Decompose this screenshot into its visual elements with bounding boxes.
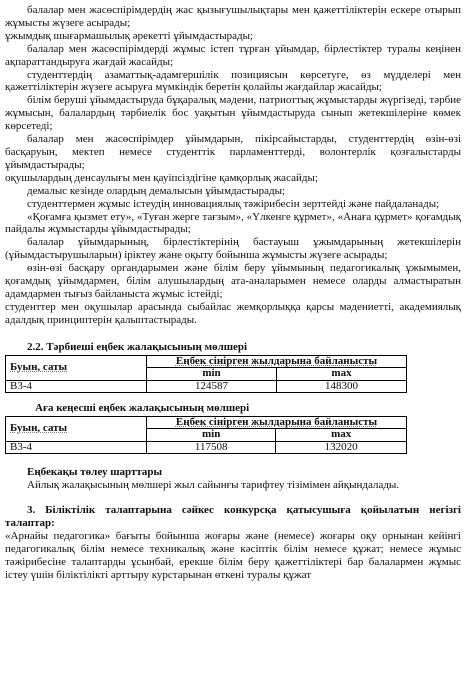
table1-header-min: min [147, 368, 277, 381]
list-item: студенттердің азаматтық-адамгершілік позициясын көрсетуге, өз мүдделері мен қажеттіліктерін жүзеге асыруға мүмкіндік беретін қолайлы жағдайлар жасайды; [5, 68, 461, 94]
table2-max: 132020 [276, 441, 407, 454]
list-item: балалар ұйымдарының, бірлестіктерінің бастауыш ұжымдарының жетекшілерін (ұйымдастырушыларын) іріктеу және оқыту бойынша жұмысты жүзеге асырады; [5, 236, 461, 262]
table2-header-experience: Еңбек сiнiрген жылдарына байланысты [147, 416, 407, 429]
list-item: балалар мен жасөспірімдердің жас қызығушылықтары мен қажеттіліктерін ескере отырып жұмысты жүзеге асырады; [5, 4, 461, 29]
list-item: оқушылардың денсаулығы мен қауіпсіздігіне қамқорлық жасайды; [5, 171, 318, 184]
table2-header-grade: Буын, саты [6, 416, 147, 441]
table1-header-experience: Еңбек сiнiрген жылдарына байланысты [147, 355, 407, 368]
salary-table-educator [5, 355, 407, 394]
duties-list [5, 4, 461, 327]
salary-table-senior-counselor [5, 416, 407, 455]
table1-max: 148300 [277, 380, 407, 393]
pay-conditions-text: Айлық жалақысының мөлшері жыл сайынғы тарифтеу тізімімен айқындалады. [27, 479, 400, 492]
table1-header-max: max [277, 368, 407, 381]
list-item: студенттермен жұмыс істеудің инновациялық тәжірибесін зерттейді және пайдаланады; [27, 197, 440, 210]
table2-grade: В3-4 [6, 441, 147, 454]
table2-title: Аға кеңесші еңбек жалақысының мөлшерi [35, 402, 250, 415]
table1-header-grade: Буын, саты [6, 355, 147, 380]
section3-title: 3. Біліктілік талаптарына сәйкес конкурсқа қатысушыға қойылатын негізгі талаптар: [5, 504, 461, 530]
list-item: демалыс кезінде олардың демалысын ұйымдастырады; [27, 184, 286, 197]
list-item: өзін-өзі басқару органдарымен және білім беру ұйымының педагогикалық ұжымымен, қоғамдық ұйымдармен, білім алушылардың ата-аналарымен немесе оларды алмастыратын адамдармен тығыз байланыста жұмыс істейді; [5, 262, 461, 300]
pay-conditions-title: Еңбекақы төлеу шарттары [27, 466, 163, 479]
table1-grade: В3-4 [6, 380, 147, 393]
table2-header-min: min [147, 429, 276, 442]
table-row [6, 380, 407, 393]
list-item: «Қоғамға қызмет ету», «Туған жерге тағзым», «Үлкенге құрмет», «Анаға құрмет» қоғамдық пайдалы жұмыстарды ұйымдастырады; [5, 210, 461, 236]
table2-min: 117508 [147, 441, 276, 454]
table1-min: 124587 [147, 380, 277, 393]
list-item: балалар мен жасөспірімдер ұйымдарын, пікірсайыстарды, студенттердің өзін-өзі басқаруын, мектеп немесе студенттік парламенттерді, волонтерлік қозғалыстарды ұйымдастырады; [5, 133, 461, 171]
list-item: студенттер мен оқушылар арасында сыбайлас жемқорлыққа қарсы мәдениетті, академиялық адалдық принциптерін қалыптастырады. [5, 300, 461, 326]
section3-text: «Арнайы педагогика» бағыты бойынша жоғары және (немесе) жоғары оқу орнынан кейінгі педагогикалық білім немесе техникалық және кәсіптік білім немесе құжат; немесе жұмыс тәжірибесіне талаптарды ұсынбай, ерекше білім беру қажеттіліктері бар балалармен жұмыс істеу үшін біліктілікті арттыру курстарынан өткені туралы құжат [5, 530, 461, 581]
list-item: балалар мен жасөспірімдерді жұмыс істеп тұрған ұйымдар, бірлестіктер туралы кеңінен ақпараттандыруға жағдай жасайды; [5, 42, 461, 68]
table2-header-max: max [276, 429, 407, 442]
table-row [6, 441, 407, 454]
list-item: ұжымдық шығармашылық әрекетті ұйымдастырады; [5, 29, 254, 42]
list-item: білім беруші ұйымдастыруда бұқаралық мәдени, патриоттық жұмыстарды жүргізеді, тәрбие жұмысын, балалардың тәрбиелік бос уақытын ұйымдастыруда сынып жетекшілеріне көмек көрсетеді; [5, 94, 461, 133]
table1-title: 2.2. Тәрбиешi еңбек жалақысының мөлшерi [27, 340, 248, 353]
